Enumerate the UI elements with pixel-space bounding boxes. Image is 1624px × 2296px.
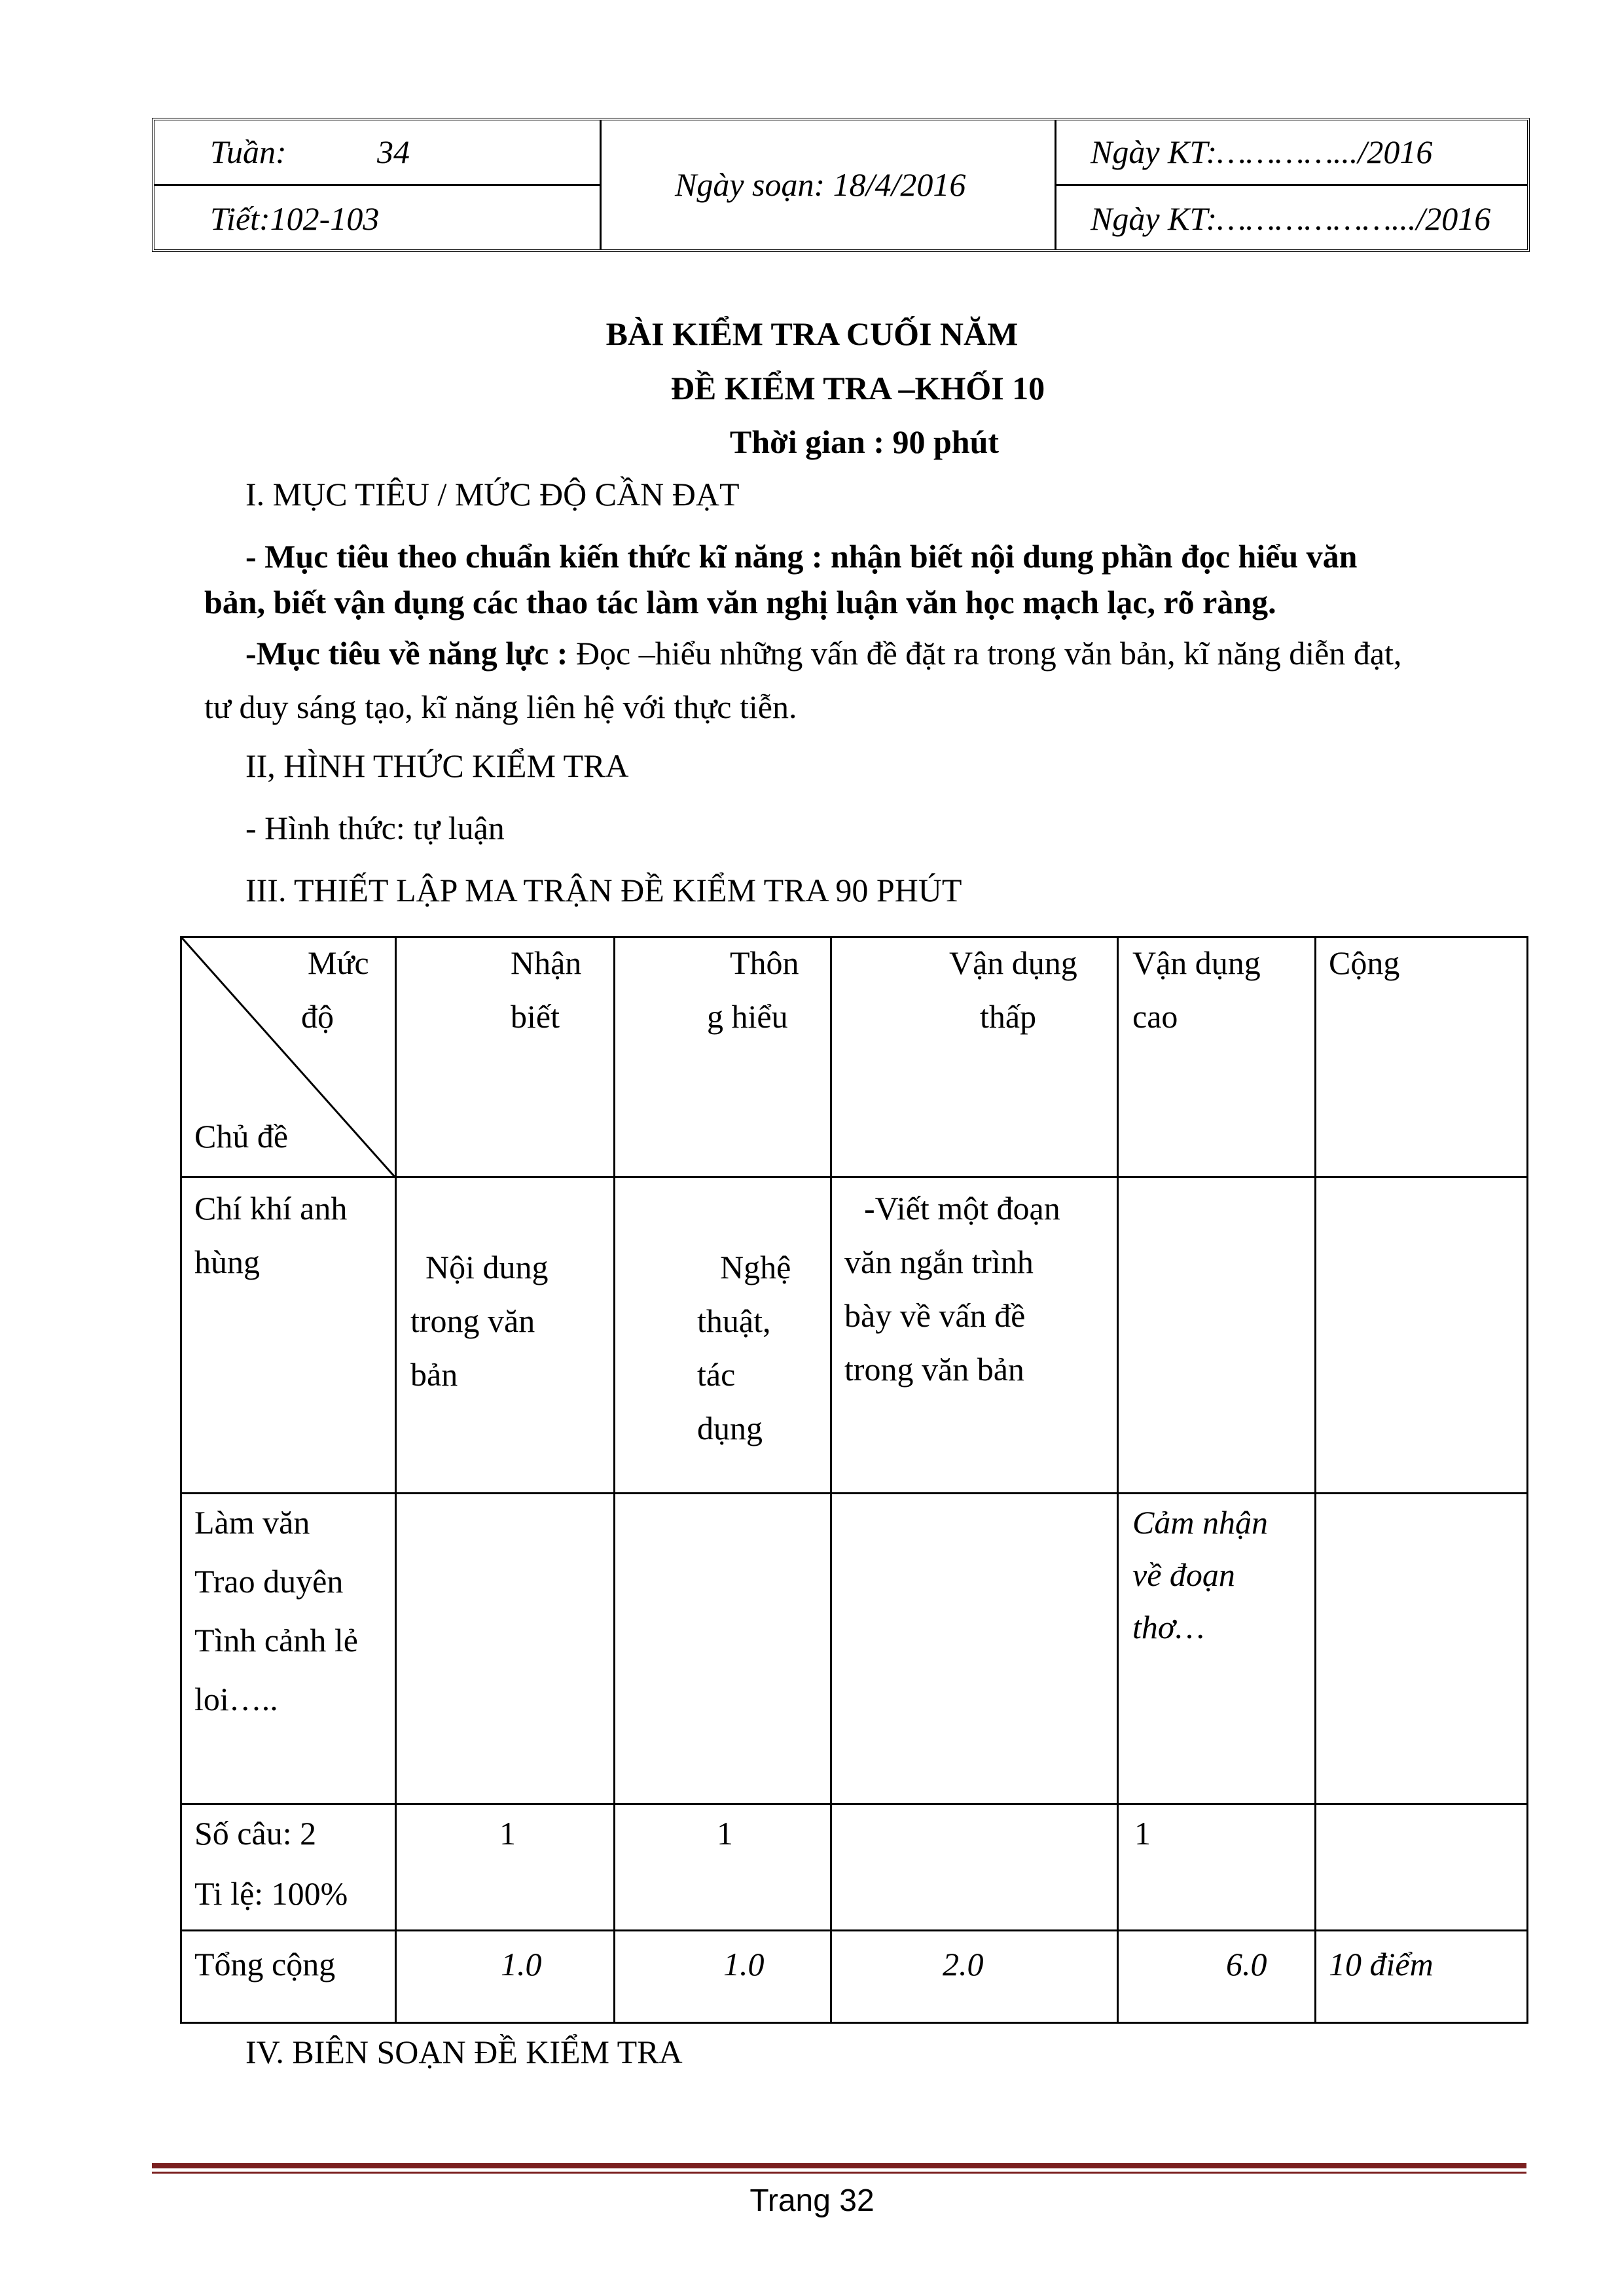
row1-apply-low-3: bày về vấn đề — [844, 1297, 1026, 1334]
goal-ability-line2: tư duy sáng tạo, kĩ năng liên hệ với thực tiễn. — [204, 689, 797, 725]
row4-total: 10 điểm — [1329, 1946, 1434, 1982]
table-border — [180, 1929, 1528, 1931]
col-apply-low-1: Vận dụng — [949, 944, 1077, 981]
section1-heading: I. MỤC TIÊU / MỨC ĐỘ CẦN ĐẠT — [245, 476, 740, 512]
row3-understand: 1 — [717, 1815, 733, 1852]
col-apply-high-1: Vận dụng — [1132, 944, 1261, 981]
row2-apply-high-1: Cảm nhận — [1132, 1504, 1268, 1541]
row2-topic-4: loi….. — [194, 1681, 278, 1717]
col-apply-low-2: thấp — [980, 998, 1037, 1035]
row1-understand-1: Nghệ — [720, 1249, 791, 1285]
col-recognize-1: Nhận — [511, 944, 582, 981]
time-title: Thời gian : 90 phút — [729, 423, 1000, 460]
row4-understand: 1.0 — [723, 1946, 765, 1982]
goal-knowledge-line2: bản, biết vận dụng các thao tác làm văn nghị luận văn học mạch lạc, rõ ràng. — [204, 584, 1276, 620]
row2-topic-3: Tình cảnh lẻ — [194, 1622, 358, 1659]
table-border — [613, 936, 615, 2024]
row4-recognize: 1.0 — [501, 1946, 542, 1982]
footer-rule-thin — [152, 2172, 1526, 2174]
week-label: Tuần: — [210, 134, 287, 170]
row1-recognize-1: Nội dung — [425, 1249, 549, 1285]
row1-topic-1: Chí khí anh — [194, 1190, 348, 1227]
row3-apply-high: 1 — [1134, 1815, 1151, 1852]
col-total: Cộng — [1329, 944, 1400, 981]
row1-recognize-3: bản — [410, 1356, 458, 1393]
row1-topic-2: hùng — [194, 1244, 260, 1280]
row2-apply-high-2: về đoạn — [1132, 1556, 1235, 1593]
page-number: Trang 32 — [749, 2183, 875, 2218]
section4-heading: IV. BIÊN SOẠN ĐỀ KIỂM TRA — [245, 2034, 683, 2070]
row4-apply-high: 6.0 — [1226, 1946, 1267, 1982]
row3-label-2: Ti lệ: 100% — [194, 1875, 348, 1912]
goal-ability — [245, 634, 1401, 673]
section2-heading: II, HÌNH THỨC KIỂM TRA — [245, 747, 629, 784]
period: Tiết:102-103 — [210, 200, 380, 237]
prepared-date: Ngày soạn: 18/4/2016 — [675, 166, 966, 203]
row1-understand-3: tác — [697, 1356, 736, 1393]
row1-apply-low-2: văn ngắn trình — [844, 1244, 1034, 1280]
header-divider — [1055, 184, 1527, 186]
table-border — [830, 936, 832, 2024]
test-date-2: Ngày KT:……………….../2016 — [1091, 200, 1491, 237]
goal-ability-label: -Mục tiêu về năng lực : — [245, 635, 568, 672]
row4-apply-low: 2.0 — [943, 1946, 984, 1982]
row1-apply-low-1: -Viết một đoạn — [864, 1190, 1060, 1227]
row2-topic-2: Trao duyên — [194, 1563, 344, 1600]
section3-heading: III. THIẾT LẬP MA TRẬN ĐỀ KIỂM TRA 90 PHÚT — [245, 872, 962, 908]
col-recognize-2: biết — [511, 998, 560, 1035]
header-box — [152, 118, 1530, 252]
row1-apply-low-4: trong văn bản — [844, 1351, 1024, 1388]
row1-understand-4: dụng — [697, 1410, 763, 1446]
goal-ability-text: Đọc –hiểu những vấn đề đặt ra trong văn bản, kĩ năng diễn đạt, — [568, 635, 1402, 672]
test-date-1: Ngày KT:………….../2016 — [1091, 134, 1433, 170]
goal-knowledge-line1: - Mục tiêu theo chuẩn kiến thức kĩ năng : nhận biết nội dung phần đọc hiểu văn — [245, 538, 1358, 575]
row3-recognize: 1 — [499, 1815, 516, 1852]
corner-top-2: độ — [301, 998, 334, 1035]
col-understand-2: g hiểu — [707, 998, 788, 1035]
table-border — [1526, 936, 1528, 2024]
header-divider — [600, 120, 602, 249]
header-divider — [154, 184, 600, 186]
table-border — [1314, 936, 1316, 2024]
col-understand-1: Thôn — [730, 944, 799, 981]
footer-rule-thick — [152, 2163, 1526, 2168]
row2-apply-high-3: thơ… — [1132, 1609, 1205, 1645]
table-border — [1117, 936, 1119, 2024]
week-value: 34 — [377, 134, 410, 170]
row4-label: Tổng cộng — [194, 1946, 336, 1982]
form-line: - Hình thức: tự luận — [245, 810, 505, 846]
row2-topic-1: Làm văn — [194, 1504, 310, 1541]
row1-understand-2: thuật, — [697, 1302, 771, 1339]
row3-label-1: Số câu: 2 — [194, 1815, 317, 1852]
table-border — [180, 2022, 1528, 2024]
table-border — [180, 1803, 1528, 1805]
main-title: BÀI KIỂM TRA CUỐI NĂM — [605, 315, 1019, 352]
col-apply-high-2: cao — [1132, 998, 1178, 1035]
matrix-table — [180, 936, 1528, 2024]
corner-top-1: Mức — [308, 944, 369, 981]
row1-recognize-2: trong văn — [410, 1302, 535, 1339]
table-border — [180, 1492, 1528, 1494]
sub-title: ĐỀ KIỂM TRA –KHỐI 10 — [670, 370, 1045, 406]
corner-bottom: Chủ đề — [194, 1118, 289, 1155]
